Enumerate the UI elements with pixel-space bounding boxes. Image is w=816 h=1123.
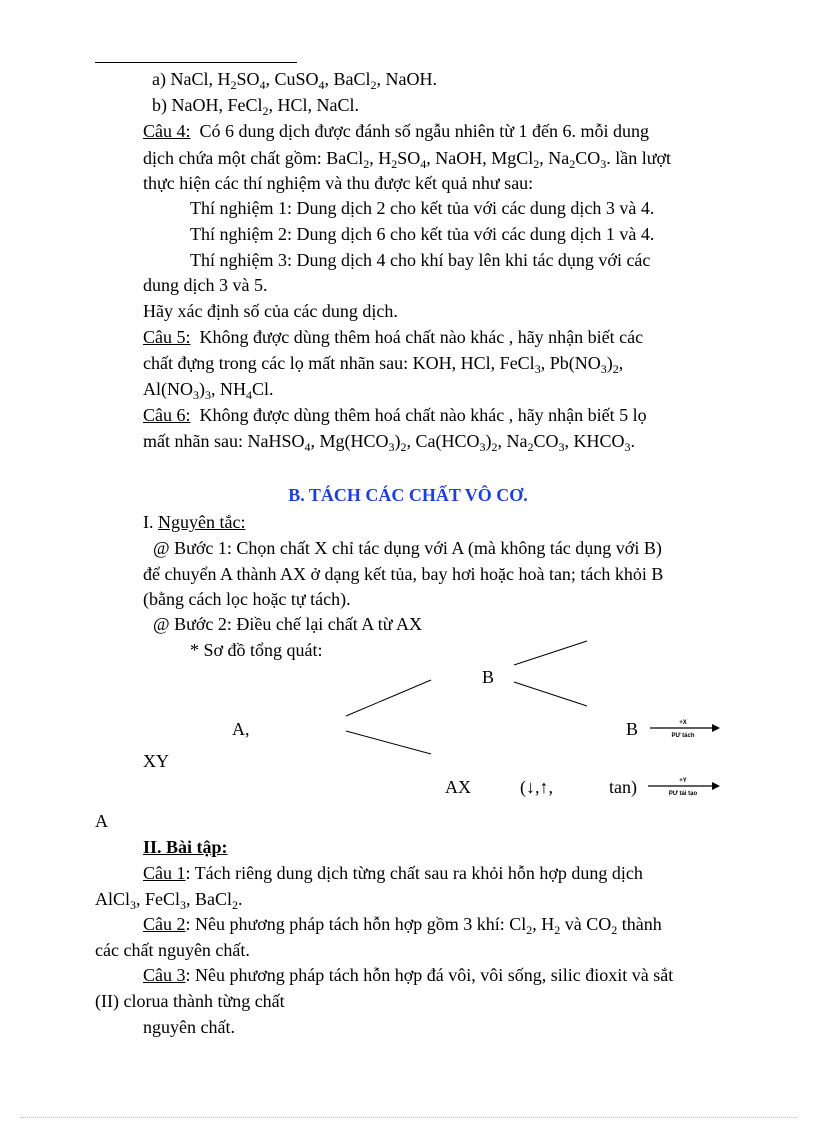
diagram-a-left: A, bbox=[232, 719, 250, 739]
step-1-line1: @ Bước 1: Chọn chất X chỉ tác dụng với A (mà không tác dụng với B) bbox=[153, 538, 662, 558]
option-a-label: a) bbox=[152, 69, 166, 89]
line-a-to-b bbox=[346, 680, 431, 716]
cau5-line1: Câu 5: Không được dùng thêm hoá chất nào khác , hãy nhận biết các bbox=[143, 327, 644, 347]
diagram-tan: tan) bbox=[609, 777, 637, 797]
option-b-formula: NaOH, FeCl$_2$, HCl, NaCl. bbox=[171, 95, 360, 118]
ex3-label: Câu 3 bbox=[143, 965, 186, 985]
ex1-line2: AlCl$_3$, FeCl$_3$, BaCl$_2$. bbox=[95, 889, 243, 912]
line-a-to-ax bbox=[346, 731, 431, 754]
line-b-down bbox=[514, 682, 587, 706]
diagram-b-top: B bbox=[482, 667, 495, 687]
diagram-caption: * Sơ đồ tổng quát: bbox=[190, 640, 323, 660]
arrow2-top-label: +Y bbox=[679, 778, 687, 784]
cau5-line3: $Al(NO_3)_3$, $NH_4Cl$. bbox=[143, 379, 274, 402]
line-b-up bbox=[514, 641, 587, 665]
cau4-line1: Câu 4: Có 6 dung dịch được đánh số ngẫu nhiên từ 1 đến 6. mỗi dung bbox=[143, 121, 649, 141]
experiment-3-cont: dung dịch 3 và 5. bbox=[143, 275, 268, 295]
arrow2-bottom-label: PƯ tái tạo bbox=[668, 791, 698, 797]
principle-heading: I. Nguyên tắc: bbox=[143, 512, 246, 532]
cau4-line3: thực hiện các thí nghiệm và thu được kết quả như sau: bbox=[143, 173, 534, 193]
diagram-symbols: (↓,↑, bbox=[520, 777, 553, 797]
ex3-line1: Câu 3: Nêu phương pháp tách hỗn hợp đá vôi, vôi sống, silic đioxit và sắt bbox=[143, 965, 674, 985]
exercises-heading: II. Bài tập: bbox=[143, 837, 228, 857]
experiment-2: Thí nghiệm 2: Dung dịch 6 cho kết tủa với các dung dịch 1 và 4. bbox=[190, 224, 655, 244]
cau6-line2: mất nhãn sau: NaHSO$_4$, $Mg(HCO_3)_2$, $Ca(HCO_3)_2$, $Na_2CO_3$, $KHCO_3$. bbox=[143, 431, 636, 454]
cau5-label: Câu 5: bbox=[143, 327, 191, 347]
cau6-line1: Câu 6: Không được dùng thêm hoá chất nào khác , hãy nhận biết 5 lọ bbox=[143, 405, 647, 425]
ex2-label: Câu 2 bbox=[143, 914, 186, 934]
diagram-ax: AX bbox=[445, 777, 471, 797]
step-1-line3: (bằng cách lọc hoặc tự tách). bbox=[143, 589, 351, 609]
step-1-line2: để chuyển A thành AX ở dạng kết tủa, bay hơi hoặc hoà tan; tách khỏi B bbox=[143, 564, 664, 584]
experiment-1: Thí nghiệm 1: Dung dịch 2 cho kết tủa với các dung dịch 3 và 4. bbox=[190, 198, 655, 218]
diagram-xy: XY bbox=[143, 751, 169, 771]
arrow1-top-label: +X bbox=[679, 720, 687, 726]
cau4-label: Câu 4: bbox=[143, 121, 191, 141]
ex1-label: Câu 1 bbox=[143, 863, 186, 883]
ex3-line2: (II) clorua thành từng chất bbox=[95, 991, 285, 1011]
step-2: @ Bước 2: Điều chế lại chất A từ AX bbox=[153, 614, 423, 634]
diagram-b-right: B bbox=[626, 719, 639, 739]
ex2-line1: Câu 2: Nêu phương pháp tách hỗn hợp gồm 3 khí: $Cl_2$, $H_2$ và $CO_2$ thành bbox=[143, 914, 662, 937]
section-b-title: B. TÁCH CÁC CHẤT VÔ CƠ. bbox=[288, 485, 528, 505]
option-a-formula: NaCl, $H_2SO_4$, CuSO$_4$, BaCl$_2$, NaOH. bbox=[170, 69, 438, 92]
ex3-line3: nguyên chất. bbox=[143, 1017, 235, 1037]
cau4-question: Hãy xác định số của các dung dịch. bbox=[143, 301, 398, 321]
cau4-line2: dịch chứa một chất gồm: BaCl$_2$, $H_2SO_4$, NaOH, MgCl$_2$, $Na_2CO_3$. lần lượt bbox=[143, 148, 672, 171]
page-bottom-border bbox=[20, 1117, 796, 1118]
diagram-a-bottom: A bbox=[95, 811, 108, 831]
ex1-line1: Câu 1: Tách riêng dung dịch từng chất sau ra khỏi hỗn hợp dung dịch bbox=[143, 863, 643, 883]
cau6-label: Câu 6: bbox=[143, 405, 191, 425]
ex2-line2: các chất nguyên chất. bbox=[95, 940, 250, 960]
option-b-label: b) bbox=[152, 95, 167, 115]
experiment-3: Thí nghiệm 3: Dung dịch 4 cho khí bay lên khi tác dụng với các bbox=[190, 250, 651, 270]
cau5-line2: chất đựng trong các lọ mất nhãn sau: KOH, HCl, FeCl$_3$, $Pb(NO_3)_2$, bbox=[143, 353, 624, 376]
arrow1-bottom-label: PƯ tách bbox=[671, 733, 695, 739]
